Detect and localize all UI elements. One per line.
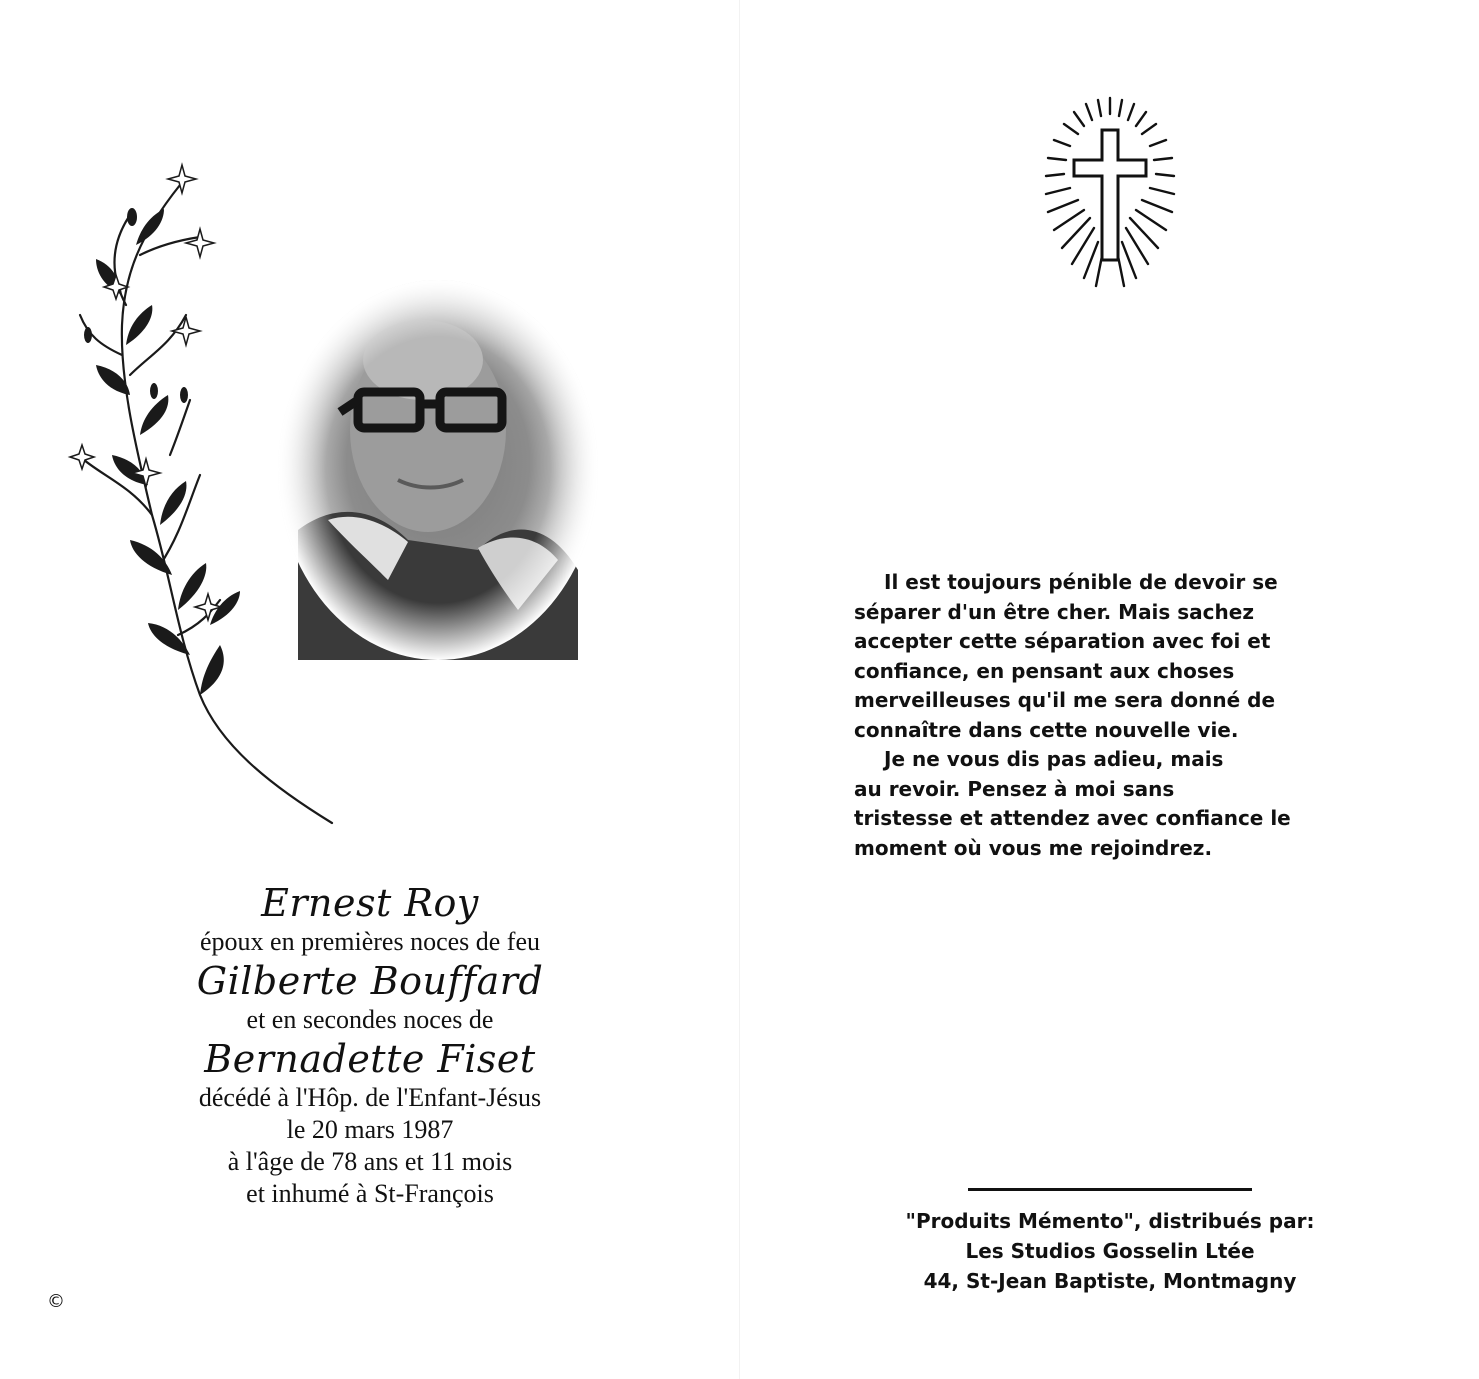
first-spouse-name: Gilberte Bouffard	[196, 959, 544, 1003]
death-date-line: le 20 mars 1987	[286, 1115, 454, 1144]
publisher-divider	[968, 1188, 1252, 1191]
radiant-cross-icon	[1040, 92, 1180, 292]
right-panel	[740, 0, 1479, 1379]
poem-line: merveilleuses qu'il me sera donné de	[854, 688, 1276, 712]
second-spouse-name: Bernadette Fiset	[204, 1037, 536, 1081]
second-marriage-line: et en secondes noces de	[246, 1005, 494, 1034]
farewell-poem	[854, 568, 1354, 863]
publisher-line: "Produits Mémento", distribués par:	[905, 1209, 1315, 1233]
poem-line: accepter cette séparation avec foi et	[854, 629, 1271, 653]
portrait-photo	[278, 280, 598, 660]
publisher-line: Les Studios Gosselin Ltée	[965, 1239, 1255, 1263]
poem-line: confiance, en pensant aux choses	[854, 658, 1235, 683]
copyright-mark: ©	[47, 1291, 65, 1312]
publisher-block	[820, 1206, 1400, 1296]
poem-line: moment où vous me rejoindrez.	[854, 835, 1213, 860]
poem-line: au revoir. Pensez à moi sans	[854, 776, 1175, 801]
poem-line: Je ne vous dis pas adieu, mais	[884, 747, 1224, 771]
burial-line: et inhumé à St-François	[246, 1179, 494, 1208]
deceased-name: Ernest Roy	[261, 881, 479, 925]
first-marriage-line: époux en premières noces de feu	[199, 927, 541, 956]
poem-line: séparer d'un être cher. Mais sachez	[854, 599, 1254, 624]
obituary-text-block	[120, 880, 620, 1210]
publisher-line: 44, St-Jean Baptiste, Montmagny	[923, 1269, 1297, 1293]
poem-line: Il est toujours pénible de devoir se	[884, 570, 1278, 594]
age-line: à l'âge de 78 ans et 11 mois	[227, 1147, 513, 1176]
poem-line: connaître dans cette nouvelle vie.	[854, 717, 1239, 742]
poem-line: tristesse et attendez avec confiance le	[854, 806, 1291, 830]
death-place-line: décédé à l'Hôp. de l'Enfant-Jésus	[198, 1083, 542, 1112]
